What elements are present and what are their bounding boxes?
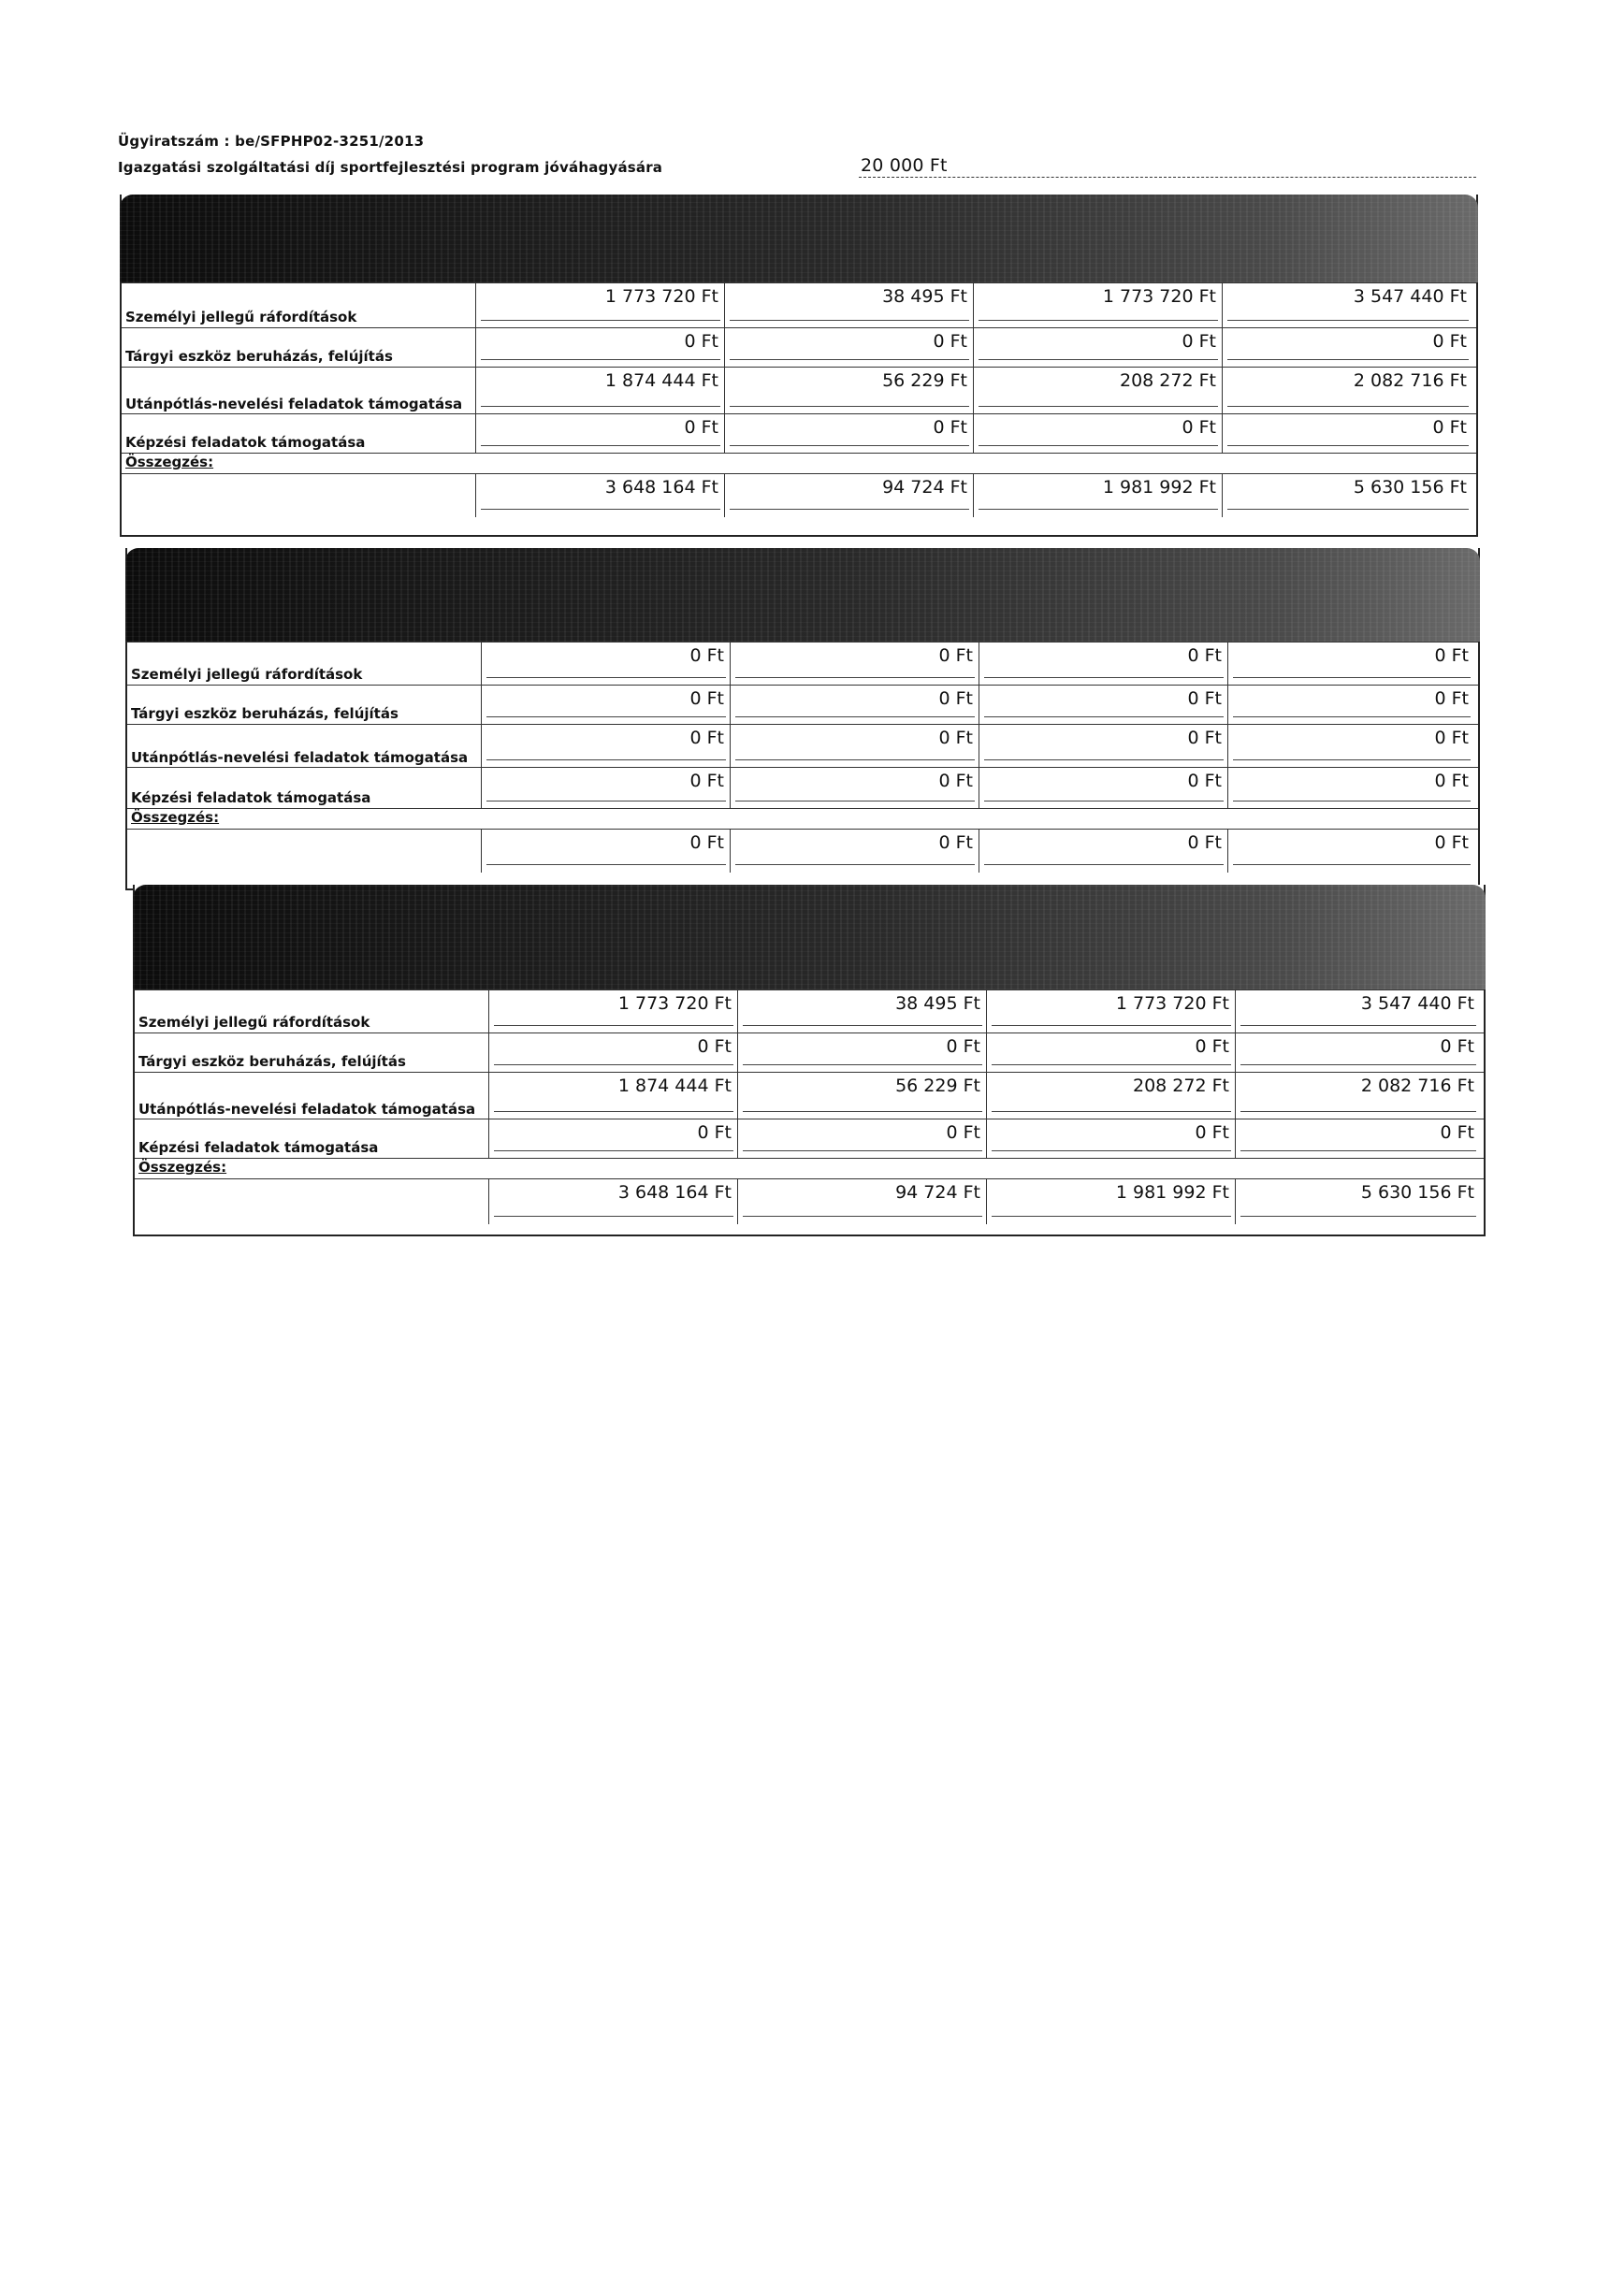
amount-value: 1 874 444 Ft [604,370,718,391]
amount-underline [730,406,969,407]
amount-value: 1 981 992 Ft [1115,1182,1229,1203]
summary-row-cell [1227,830,1474,873]
summary-row [135,1178,1484,1224]
table-row-cell [973,328,1222,368]
summary-row-cell [986,1179,1235,1224]
amount-underline [992,1216,1231,1217]
row-label-szemelyi: Személyi jellegű ráfordítások [131,666,363,683]
summary-row-cell [979,830,1227,873]
table-row-cell [475,328,724,368]
amount-value: 208 272 Ft [1133,1076,1229,1096]
summary-title-row [122,453,1476,474]
amount-underline [1227,359,1469,360]
amount-underline [730,445,969,446]
amount-underline [494,1064,733,1065]
amount-value: 0 Ft [933,331,967,352]
amount-underline [992,1025,1231,1026]
amount-value: 1 773 720 Ft [1102,286,1216,307]
amount-underline [494,1216,733,1217]
table-row-cell [986,990,1235,1033]
amount-value: 0 Ft [697,1122,732,1143]
summary-row-cell [1222,474,1472,517]
fee-value: 20 000 Ft [861,155,948,176]
amount-underline [735,864,975,865]
amount-value: 0 Ft [689,832,724,853]
summary-row-cell [730,830,979,873]
table-row-cell [730,643,979,686]
amount-underline [1233,677,1471,678]
table-row [135,1119,1484,1159]
table-header-band [120,195,1478,282]
budget-table-2 [125,548,1480,890]
table-row-cell [488,990,737,1033]
table-row-cell [986,1073,1235,1119]
table-row-cell [737,1033,986,1073]
table-row-cell [488,1033,737,1073]
table-row-cell [737,1119,986,1159]
amount-value: 0 Ft [946,1122,980,1143]
table-row [122,413,1476,454]
amount-underline [979,320,1218,321]
amount-value: 2 082 716 Ft [1353,370,1467,391]
amount-value: 0 Ft [1434,688,1469,709]
table-row-cell [737,1073,986,1119]
amount-value: 1 773 720 Ft [617,993,732,1014]
table-row [135,1072,1484,1119]
table-row-cell [481,725,730,768]
amount-value: 0 Ft [938,728,973,748]
table-row-cell [1235,1033,1480,1073]
amount-value: 0 Ft [1187,688,1222,709]
amount-value: 1 981 992 Ft [1102,477,1216,498]
amount-underline [1233,716,1471,717]
table-row-cell [1227,725,1474,768]
amount-value: 2 082 716 Ft [1360,1076,1474,1096]
table-row-cell [1222,283,1472,328]
amount-underline [743,1111,982,1112]
amount-underline [1233,864,1471,865]
amount-value: 0 Ft [689,645,724,666]
summary-row [122,473,1476,517]
row-label-szemelyi: Személyi jellegű ráfordítások [125,309,357,325]
row-label-utanpotlas: Utánpótlás-nevelési feladatok támogatása [125,396,463,412]
table-row-cell [1235,1073,1480,1119]
table-row-cell [1227,768,1474,809]
summary-row-cell [475,474,724,517]
amount-underline [743,1064,982,1065]
amount-underline [1227,445,1469,446]
amount-underline [984,716,1224,717]
amount-underline [481,445,720,446]
table-row-cell [1235,1119,1480,1159]
budget-table-1 [120,195,1478,537]
amount-value: 0 Ft [1182,417,1216,438]
table-row-cell [724,283,973,328]
amount-underline [494,1111,733,1112]
table-row [127,685,1478,725]
amount-value: 0 Ft [938,771,973,791]
table-row-cell [1222,368,1472,414]
amount-underline [481,509,720,510]
amount-value: 0 Ft [1434,771,1469,791]
amount-underline [1240,1216,1476,1217]
amount-value: 0 Ft [1182,331,1216,352]
amount-underline [1240,1111,1476,1112]
table-row-cell [737,990,986,1033]
amount-underline [979,445,1218,446]
amount-underline [494,1025,733,1026]
amount-underline [486,864,726,865]
table-header-band [133,885,1486,989]
table-row-cell [979,725,1227,768]
amount-underline [481,359,720,360]
amount-value: 0 Ft [1187,771,1222,791]
table-row-cell [730,768,979,809]
amount-value: 0 Ft [1434,728,1469,748]
amount-underline [735,677,975,678]
amount-value: 0 Ft [1187,728,1222,748]
summary-row-cell [488,1179,737,1224]
table-row [135,989,1484,1033]
amount-value: 0 Ft [684,417,718,438]
table-row-cell [979,643,1227,686]
amount-underline [992,1150,1231,1151]
table-row-cell [481,768,730,809]
row-label-kepzesi: Képzési feladatok támogatása [125,434,366,451]
table-row [127,724,1478,768]
table-row-cell [475,414,724,454]
table-row-cell [979,768,1227,809]
amount-underline [735,716,975,717]
summary-title: Összegzés: [131,809,220,826]
amount-value: 0 Ft [938,688,973,709]
table-row-cell [730,725,979,768]
summary-title-row [135,1158,1484,1179]
amount-underline [486,677,726,678]
table-row-cell [475,368,724,414]
amount-value: 3 547 440 Ft [1353,286,1467,307]
amount-value: 0 Ft [684,331,718,352]
row-label-utanpotlas: Utánpótlás-nevelési feladatok támogatása [131,749,469,766]
table-row-cell [986,1033,1235,1073]
table-row [127,767,1478,809]
amount-value: 0 Ft [689,688,724,709]
amount-underline [494,1150,733,1151]
row-label-szemelyi: Személyi jellegű ráfordítások [138,1014,370,1031]
amount-value: 0 Ft [946,1036,980,1057]
amount-value: 0 Ft [1187,832,1222,853]
amount-underline [984,677,1224,678]
summary-row [127,829,1478,873]
amount-value: 94 724 Ft [895,1182,980,1203]
amount-underline [481,406,720,407]
summary-row-cell [481,830,730,873]
row-label-kepzesi: Képzési feladatok támogatása [131,789,371,806]
amount-value: 1 874 444 Ft [617,1076,732,1096]
amount-underline [743,1025,982,1026]
table-row-cell [973,368,1222,414]
amount-underline [1240,1064,1476,1065]
row-label-targyi: Tárgyi eszköz beruházás, felújítás [138,1053,406,1070]
amount-value: 0 Ft [689,771,724,791]
amount-underline [743,1150,982,1151]
amount-value: 0 Ft [933,417,967,438]
amount-underline [984,864,1224,865]
table-row [122,282,1476,328]
row-label-utanpotlas: Utánpótlás-nevelési feladatok támogatása [138,1101,476,1118]
amount-value: 0 Ft [938,645,973,666]
amount-value: 56 229 Ft [895,1076,980,1096]
amount-value: 1 773 720 Ft [1115,993,1229,1014]
table-row-cell [1227,686,1474,725]
amount-value: 208 272 Ft [1120,370,1216,391]
amount-underline [1227,509,1469,510]
amount-value: 0 Ft [1440,1036,1474,1057]
table-row-cell [973,283,1222,328]
summary-row-cell [737,1179,986,1224]
table-row-cell [973,414,1222,454]
table-row-cell [730,686,979,725]
amount-value: 0 Ft [1434,645,1469,666]
amount-underline [1227,406,1469,407]
amount-underline [992,1111,1231,1112]
row-label-targyi: Tárgyi eszköz beruházás, felújítás [131,705,399,722]
table-row [122,327,1476,368]
summary-title-row [127,808,1478,830]
summary-row-cell [1235,1179,1480,1224]
amount-value: 0 Ft [1440,1122,1474,1143]
amount-value: 0 Ft [1434,832,1469,853]
amount-value: 0 Ft [697,1036,732,1057]
amount-value: 38 495 Ft [895,993,980,1014]
table-row-cell [1235,990,1480,1033]
amount-value: 3 547 440 Ft [1360,993,1474,1014]
amount-value: 0 Ft [1195,1122,1229,1143]
fee-underline [859,177,1476,178]
table-row-cell [1222,328,1472,368]
table-row-cell [481,686,730,725]
amount-value: 0 Ft [1432,331,1467,352]
table-row-cell [488,1073,737,1119]
amount-value: 38 495 Ft [882,286,967,307]
table-row-cell [986,1119,1235,1159]
table-row-cell [724,414,973,454]
amount-underline [486,716,726,717]
amount-underline [735,759,975,760]
amount-underline [1240,1025,1476,1026]
amount-value: 0 Ft [1187,645,1222,666]
amount-underline [730,509,969,510]
amount-underline [481,320,720,321]
amount-value: 5 630 156 Ft [1353,477,1467,498]
amount-underline [1227,320,1469,321]
amount-underline [979,509,1218,510]
table-row-cell [724,328,973,368]
table-header-band [125,548,1480,642]
amount-underline [979,359,1218,360]
row-label-targyi: Tárgyi eszköz beruházás, felújítás [125,348,393,365]
summary-row-cell [973,474,1222,517]
amount-underline [992,1064,1231,1065]
table-row-cell [979,686,1227,725]
amount-underline [730,320,969,321]
amount-value: 0 Ft [689,728,724,748]
table-row-cell [724,368,973,414]
budget-table-3 [133,885,1486,1236]
amount-underline [979,406,1218,407]
amount-value: 94 724 Ft [882,477,967,498]
row-label-kepzesi: Képzési feladatok támogatása [138,1139,379,1156]
table-row-cell [475,283,724,328]
amount-underline [984,759,1224,760]
document-id: Ügyiratszám : be/SFPHP02-3251/2013 [118,133,425,150]
summary-title: Összegzés: [125,454,214,470]
fee-label: Igazgatási szolgáltatási díj sportfejlesztési program jóváhagyására [118,159,663,176]
amount-underline [730,359,969,360]
amount-value: 0 Ft [938,832,973,853]
table-row-cell [488,1119,737,1159]
table-row-cell [481,643,730,686]
amount-underline [743,1216,982,1217]
amount-value: 1 773 720 Ft [604,286,718,307]
amount-value: 0 Ft [1195,1036,1229,1057]
table-row [122,367,1476,414]
table-row [135,1032,1484,1073]
amount-underline [486,759,726,760]
amount-value: 5 630 156 Ft [1360,1182,1474,1203]
amount-value: 0 Ft [1432,417,1467,438]
table-row [127,642,1478,686]
summary-title: Összegzés: [138,1159,227,1176]
summary-row-cell [724,474,973,517]
amount-underline [1233,759,1471,760]
amount-underline [1240,1150,1476,1151]
amount-value: 3 648 164 Ft [604,477,718,498]
amount-value: 56 229 Ft [882,370,967,391]
table-row-cell [1222,414,1472,454]
amount-value: 3 648 164 Ft [617,1182,732,1203]
table-row-cell [1227,643,1474,686]
